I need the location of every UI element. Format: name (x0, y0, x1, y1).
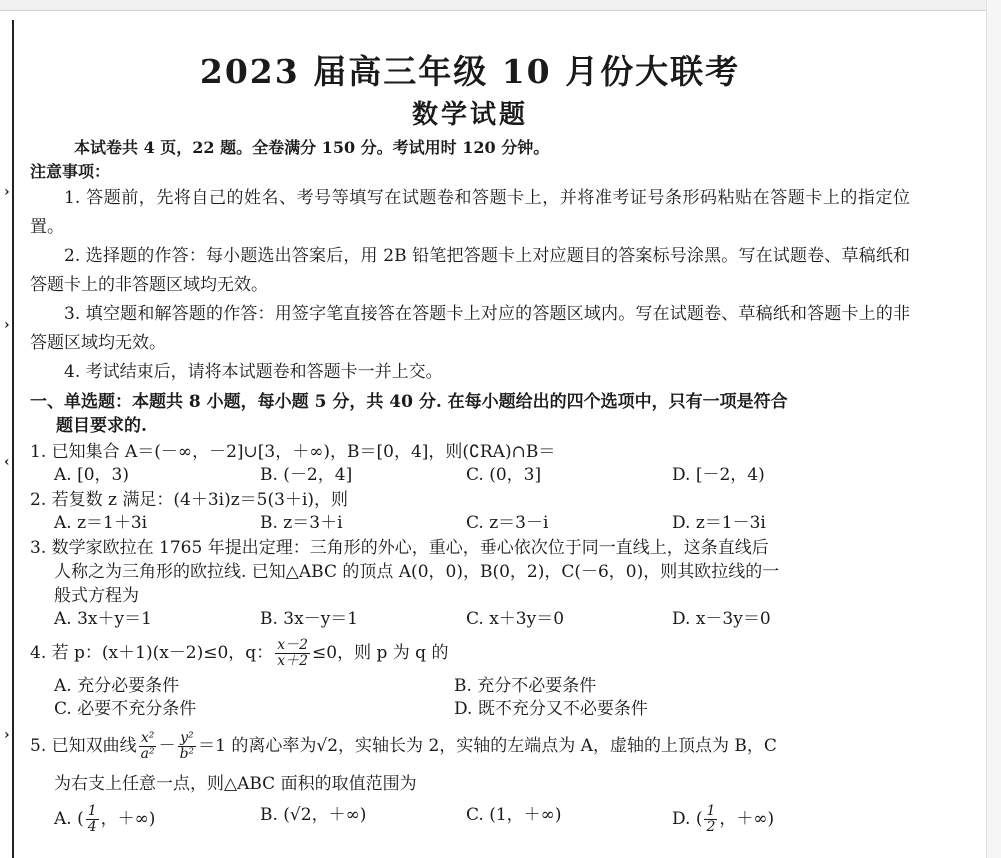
exam-info: 本试卷共 4 页，22 题。全卷满分 150 分。考试用时 120 分钟。 (74, 138, 550, 157)
notice-item: 1. 答题前，先将自己的姓名、考号等填写在试题卷和答题卡上，并将准考证号条形码粘贴在答题卡上的指定位置。 (30, 188, 910, 237)
option-a: A. [0，3) (54, 465, 129, 485)
fraction-denominator: 4 (87, 819, 97, 835)
minus-sign: － (158, 736, 176, 756)
option-b: B. 充分不必要条件 (454, 676, 597, 696)
option-c: C. x＋3y＝0 (466, 609, 565, 629)
option-b: B. 3x－y＝1 (260, 609, 359, 629)
question-stem: 4. 若 p：(x＋1)(x－2)≤0，q： (30, 643, 274, 663)
viewer-top-bar (0, 0, 1001, 11)
section-heading (30, 390, 910, 438)
fraction (178, 731, 197, 762)
question-stem-cont: 为右支上任意一点，则△ABC 面积的取值范围为 (54, 774, 417, 794)
fraction (275, 638, 310, 669)
binding-mark: › (4, 317, 10, 333)
question-1-options (30, 464, 910, 486)
notice-item: 3. 填空题和解答题的作答：用签字笔直接答在答题卡上对应的答题区域内。写在试题卷、草稿纸和答题卡上的非答题区域均无效。 (30, 304, 910, 353)
option-d: D. x－3y＝0 (672, 609, 771, 629)
question-stem: 3. 数学家欧拉在 1765 年提出定理：三角形的外心，重心，垂心依次位于同一直线上，这条直线后 (30, 538, 769, 558)
question-5-options (30, 804, 910, 835)
fraction (139, 731, 157, 762)
question-5 (30, 731, 910, 796)
option-d: D. [－2，4) (672, 465, 765, 485)
question-stem: 5. 已知双曲线 (30, 736, 137, 756)
option-c: C. (0，3] (466, 465, 542, 485)
option-b: B. z＝3＋i (260, 513, 343, 533)
binding-mark: › (4, 727, 10, 743)
fraction (704, 804, 717, 835)
option-c: C. (1，＋∞) (466, 805, 562, 825)
option-c: C. z＝3－i (466, 513, 549, 533)
exam-subtitle: 数学试题 (411, 100, 528, 130)
fraction-denominator: a² (140, 746, 155, 762)
option-d (672, 804, 774, 835)
question-2-options (30, 512, 910, 534)
option-a: A. 充分必要条件 (54, 676, 180, 696)
question-stem-tail: ≤0，则 p 为 q 的 (312, 643, 449, 663)
section-heading-line2: 题目要求的. (56, 416, 147, 436)
fraction-denominator: b² (179, 746, 195, 762)
question-3 (30, 536, 910, 608)
option-d: D. z＝1－3i (672, 513, 766, 533)
fraction-numerator: 1 (87, 803, 97, 819)
question-4-options (30, 675, 910, 721)
fraction-numerator: x－2 (277, 637, 309, 653)
option-b: B. (√2，＋∞) (260, 805, 367, 825)
question-stem-cont: 人称之为三角形的欧拉线. 已知△ABC 的顶点 A(0，0)，B(0，2)，C(－6，0)，则其欧拉线的一 (54, 562, 780, 582)
exam-title: 2023 届高三年级 10 月份大联考 (199, 52, 741, 91)
section-heading-line1: 一、单选题：本题共 8 小题，每小题 5 分，共 40 分. 在每小题给出的四个选项中，只有一项是符合 (30, 392, 788, 412)
question-stem-tail: ＝1 的离心率为√2，实轴长为 2，实轴的左端点为 A，虚轴的上顶点为 B，C (198, 736, 777, 756)
option-a (54, 804, 260, 835)
option-b: B. (－2，4] (260, 465, 353, 485)
binding-mark: ‹ (4, 454, 10, 470)
fraction-numerator: x² (140, 730, 155, 746)
option-c: C. 必要不充分条件 (54, 699, 197, 719)
option-a: A. 3x＋y＝1 (54, 609, 152, 629)
question-1 (30, 440, 910, 464)
fraction-denominator: x＋2 (277, 653, 309, 669)
exam-page (30, 52, 910, 835)
option-d-suffix: ，＋∞) (719, 809, 775, 829)
fraction (86, 804, 99, 835)
option-a: A. z＝1＋3i (54, 513, 148, 533)
question-stem-cont: 般式方程为 (54, 586, 139, 606)
fraction-numerator: y² (180, 730, 194, 746)
notice-heading: 注意事项： (30, 162, 111, 181)
option-d-prefix: D. ( (672, 809, 703, 829)
notice-item: 4. 考试结束后，请将本试题卷和答题卡一并上交。 (64, 362, 443, 382)
option-a-prefix: A. ( (54, 809, 84, 829)
notice-item: 2. 选择题的作答：每小题选出答案后，用 2B 铅笔把答题卡上对应题目的答案标号涂黑。写在试题卷、草稿纸和答题卡上的非答题区域均无效。 (30, 246, 910, 295)
question-stem: 1. 已知集合 A＝(－∞，－2]∪[3，＋∞)，B＝[0，4]，则(∁RA)∩B＝ (30, 442, 556, 462)
fraction-denominator: 2 (706, 819, 716, 835)
viewer-scrollbar[interactable] (986, 0, 1001, 858)
option-d: D. 既不充分又不必要条件 (454, 699, 648, 719)
question-3-options (30, 608, 910, 630)
question-4 (30, 638, 910, 669)
binding-mark: › (4, 184, 10, 200)
question-2 (30, 488, 910, 512)
option-a-suffix: ，＋∞) (100, 809, 156, 829)
question-stem: 2. 若复数 z 满足：(4＋3i)z＝5(3＋i)，则 (30, 490, 349, 510)
fraction-numerator: 1 (706, 803, 716, 819)
